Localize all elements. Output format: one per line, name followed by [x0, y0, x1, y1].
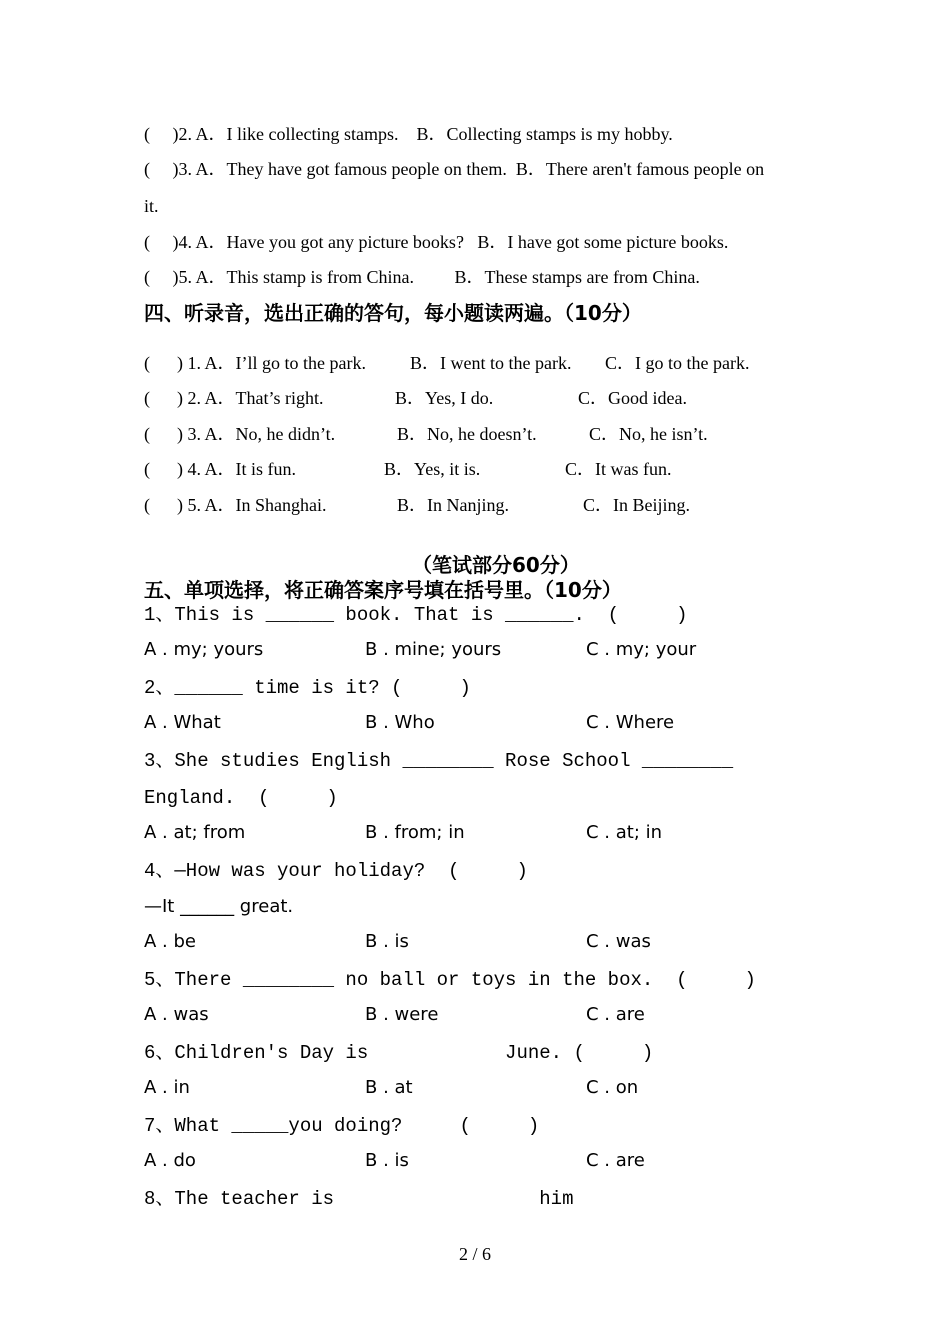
- part4-item-4-stem: ( ) 4. A．It is fun.: [144, 459, 296, 479]
- part4-item-2-option-b: B．Yes, I do.: [395, 388, 494, 408]
- question-4-option-b: B . is: [365, 931, 409, 952]
- part5-heading: 五、单项选择，将正确答案序号填在括号里。（10分）: [144, 578, 622, 602]
- part4-item-2-option-c: C．Good idea.: [578, 388, 687, 408]
- part4-item-1-stem: ( ) 1. A．I’ll go to the park.: [144, 353, 366, 373]
- part3-item-2: ( )2. A．I like collecting stamps. B．Collecting stamps is my hobby.: [144, 124, 673, 144]
- part4-item-2-stem: ( ) 2. A．That’s right.: [144, 388, 324, 408]
- question-1-option-b: B . mine; yours: [365, 639, 502, 660]
- part3-item-3-continued: it.: [144, 196, 159, 216]
- part4-item-1-option-c: C．I go to the park.: [605, 353, 750, 373]
- part3-item-5: ( )5. A．This stamp is from China. B．These stamps are from China.: [144, 267, 700, 287]
- part3-item-3: ( )3. A．They have got famous people on them. B．There aren't famous people on: [144, 159, 765, 179]
- question-5-option-b: B . were: [365, 1004, 439, 1025]
- question-4-option-c: C . was: [586, 931, 651, 952]
- question-2-option-a: A . What: [144, 712, 221, 733]
- question-3: 3、She studies English ________ Rose School ________: [144, 750, 734, 772]
- question-6-option-b: B . at: [365, 1077, 413, 1098]
- written-section-title: （笔试部分60分）: [412, 553, 580, 577]
- part4-heading: 四、听录音，选出正确的答句，每小题读两遍。（10分）: [144, 301, 642, 325]
- question-1: 1、This is ______ book. That is ______. ( ): [144, 604, 688, 626]
- question-5: 5、There ________ no ball or toys in the box. ( ): [144, 969, 756, 991]
- part4-item-5-option-c: C．In Beijing.: [583, 495, 690, 515]
- question-5-option-c: C . are: [586, 1004, 645, 1025]
- question-7-option-a: A . do: [144, 1150, 196, 1171]
- part4-item-3-stem: ( ) 3. A．No, he didn’t.: [144, 424, 336, 444]
- question-2-option-b: B . Who: [365, 712, 435, 733]
- part4-item-1-option-b: B．I went to the park.: [410, 353, 572, 373]
- question-6: 6、Children's Day is June. ( ): [144, 1042, 654, 1064]
- question-3-option-a: A . at; from: [144, 822, 246, 843]
- question-4-option-a: A . be: [144, 931, 196, 952]
- question-4-answer-line: —It ______ great.: [144, 896, 294, 917]
- question-1-option-c: C . my; your: [586, 639, 697, 660]
- question-3-continued: England. ( ): [144, 787, 338, 809]
- question-6-option-c: C . on: [586, 1077, 639, 1098]
- part4-item-4-option-b: B．Yes, it is.: [384, 459, 481, 479]
- question-7-option-c: C . are: [586, 1150, 645, 1171]
- part3-item-4: ( )4. A．Have you got any picture books? B．I have got some picture books.: [144, 232, 729, 252]
- question-2-option-c: C . Where: [586, 712, 675, 733]
- question-6-option-a: A . in: [144, 1077, 190, 1098]
- question-7-option-b: B . is: [365, 1150, 409, 1171]
- part4-item-5-stem: ( ) 5. A．In Shanghai.: [144, 495, 327, 515]
- question-1-option-a: A . my; yours: [144, 639, 264, 660]
- question-8: 8、The teacher is him: [144, 1188, 574, 1210]
- question-7: 7、What _____you doing? ( ): [144, 1115, 540, 1137]
- question-2: 2、______ time is it? ( ): [144, 677, 471, 699]
- part4-item-5-option-b: B．In Nanjing.: [397, 495, 509, 515]
- question-4: 4、—How was your holiday? ( ): [144, 860, 528, 882]
- question-5-option-a: A . was: [144, 1004, 209, 1025]
- part4-item-3-option-c: C．No, he isn’t.: [589, 424, 708, 444]
- page-number: 2 / 6: [458, 1244, 491, 1264]
- part4-item-3-option-b: B．No, he doesn’t.: [397, 424, 537, 444]
- question-3-option-b: B . from; in: [365, 822, 465, 843]
- question-3-option-c: C . at; in: [586, 822, 663, 843]
- part4-item-4-option-c: C．It was fun.: [565, 459, 672, 479]
